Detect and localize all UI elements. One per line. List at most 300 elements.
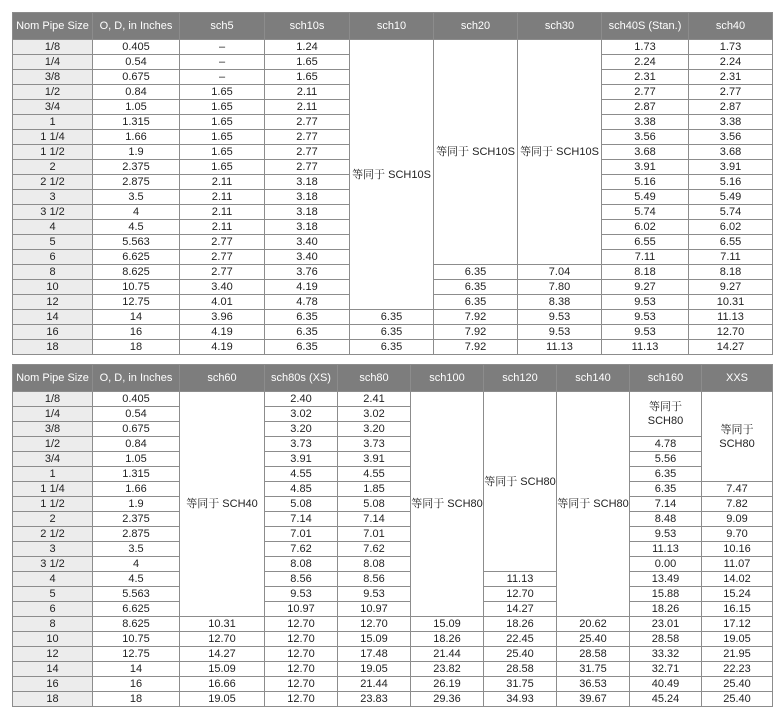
cell-sch40: 10.31 xyxy=(689,295,773,310)
cell-sch40s: 5.74 xyxy=(602,205,689,220)
cell-xxs: 21.95 xyxy=(702,647,773,662)
cell-sch40s: 9.53 xyxy=(602,325,689,340)
cell-sch10s: 2.77 xyxy=(265,115,350,130)
cell-sch100: 23.82 xyxy=(411,662,484,677)
cell-sch80s: 12.70 xyxy=(265,662,338,677)
cell-sch20: 7.92 xyxy=(434,325,518,340)
cell-od: 3.5 xyxy=(93,190,180,205)
cell-sch20: 6.35 xyxy=(434,265,518,280)
cell-od: 14 xyxy=(93,310,180,325)
cell-sch40s: 2.31 xyxy=(602,70,689,85)
cell-sch100: 21.44 xyxy=(411,647,484,662)
cell-sch100: 18.26 xyxy=(411,632,484,647)
cell-sch60: 12.70 xyxy=(180,632,265,647)
table-row xyxy=(13,677,773,692)
cell-sch10s: 2.11 xyxy=(265,85,350,100)
cell-sch10s: 2.77 xyxy=(265,160,350,175)
cell-sch40s: 5.49 xyxy=(602,190,689,205)
cell-sch40s: 9.53 xyxy=(602,295,689,310)
cell-xxs: 15.24 xyxy=(702,587,773,602)
cell-sch80: 2.41 xyxy=(338,392,411,407)
cell-sch80s: 9.53 xyxy=(265,587,338,602)
nominal-size-cell: 1 1/4 xyxy=(13,482,93,497)
column-header: O, D, in Inches xyxy=(93,13,180,40)
cell-sch40s: 3.91 xyxy=(602,160,689,175)
cell-sch160: 32.71 xyxy=(630,662,702,677)
cell-xxs: 19.05 xyxy=(702,632,773,647)
column-header: sch140 xyxy=(557,365,630,392)
cell-sch140: 31.75 xyxy=(557,662,630,677)
cell-sch5: 4.01 xyxy=(180,295,265,310)
nominal-size-cell: 6 xyxy=(13,602,93,617)
cell-sch5: 1.65 xyxy=(180,145,265,160)
cell-od: 1.66 xyxy=(93,130,180,145)
cell-sch60: 10.31 xyxy=(180,617,265,632)
merged-xxs-note: 等同于 SCH80 xyxy=(702,392,773,482)
cell-sch80s: 7.62 xyxy=(265,542,338,557)
cell-sch80: 3.02 xyxy=(338,407,411,422)
cell-sch20: 6.35 xyxy=(434,280,518,295)
cell-sch10s: 3.18 xyxy=(265,190,350,205)
cell-sch40: 5.16 xyxy=(689,175,773,190)
cell-sch10s: 2.11 xyxy=(265,100,350,115)
cell-sch80s: 3.73 xyxy=(265,437,338,452)
cell-od: 2.375 xyxy=(93,512,180,527)
cell-od: 2.875 xyxy=(93,175,180,190)
column-header: sch20 xyxy=(434,13,518,40)
cell-sch80s: 12.70 xyxy=(265,692,338,707)
table-row xyxy=(13,572,773,587)
cell-sch10: 6.35 xyxy=(350,310,434,325)
cell-sch120: 18.26 xyxy=(484,617,557,632)
cell-od: 1.9 xyxy=(93,497,180,512)
cell-sch40s: 9.53 xyxy=(602,310,689,325)
nominal-size-cell: 3 1/2 xyxy=(13,557,93,572)
nominal-size-cell: 1 1/2 xyxy=(13,497,93,512)
cell-sch10s: 3.18 xyxy=(265,220,350,235)
nominal-size-cell: 2 xyxy=(13,512,93,527)
column-header: sch5 xyxy=(180,13,265,40)
cell-sch10s: 1.24 xyxy=(265,40,350,55)
cell-sch80s: 3.20 xyxy=(265,422,338,437)
cell-sch80: 3.91 xyxy=(338,452,411,467)
nominal-size-cell: 18 xyxy=(13,692,93,707)
cell-od: 10.75 xyxy=(93,280,180,295)
cell-sch160: 45.24 xyxy=(630,692,702,707)
merged-sch160-note: 等同于 SCH80 xyxy=(630,392,702,437)
cell-sch80s: 8.08 xyxy=(265,557,338,572)
cell-sch5: 3.40 xyxy=(180,280,265,295)
cell-sch30: 9.53 xyxy=(518,310,602,325)
cell-sch40s: 3.68 xyxy=(602,145,689,160)
column-header: sch40 xyxy=(689,13,773,40)
cell-sch40: 11.13 xyxy=(689,310,773,325)
table-row xyxy=(13,340,773,355)
cell-sch160: 15.88 xyxy=(630,587,702,602)
cell-xxs: 25.40 xyxy=(702,692,773,707)
merged-sch100-note: 等同于 SCH80 xyxy=(411,392,484,617)
cell-sch80s: 12.70 xyxy=(265,632,338,647)
cell-sch120: 22.45 xyxy=(484,632,557,647)
cell-sch160: 5.56 xyxy=(630,452,702,467)
cell-sch80s: 12.70 xyxy=(265,677,338,692)
cell-sch40: 7.11 xyxy=(689,250,773,265)
cell-od: 8.625 xyxy=(93,265,180,280)
cell-xxs: 16.15 xyxy=(702,602,773,617)
cell-sch80s: 8.56 xyxy=(265,572,338,587)
column-header: Nom Pipe Size xyxy=(13,13,93,40)
nominal-size-cell: 1/4 xyxy=(13,407,93,422)
nominal-size-cell: 12 xyxy=(13,295,93,310)
nominal-size-cell: 3/8 xyxy=(13,70,93,85)
nominal-size-cell: 4 xyxy=(13,572,93,587)
column-header: sch80 xyxy=(338,365,411,392)
cell-sch160: 40.49 xyxy=(630,677,702,692)
column-header: sch100 xyxy=(411,365,484,392)
cell-xxs: 9.09 xyxy=(702,512,773,527)
cell-sch40: 5.49 xyxy=(689,190,773,205)
cell-sch80: 21.44 xyxy=(338,677,411,692)
cell-sch40s: 2.77 xyxy=(602,85,689,100)
cell-od: 0.675 xyxy=(93,422,180,437)
table-row xyxy=(13,310,773,325)
cell-xxs: 10.16 xyxy=(702,542,773,557)
cell-od: 2.375 xyxy=(93,160,180,175)
column-header: XXS xyxy=(702,365,773,392)
cell-sch80: 10.97 xyxy=(338,602,411,617)
cell-sch30: 8.38 xyxy=(518,295,602,310)
cell-od: 1.315 xyxy=(93,467,180,482)
cell-sch80s: 10.97 xyxy=(265,602,338,617)
cell-sch10s: 3.76 xyxy=(265,265,350,280)
cell-od: 4 xyxy=(93,205,180,220)
cell-od: 0.405 xyxy=(93,40,180,55)
table-row xyxy=(13,512,773,527)
nominal-size-cell: 10 xyxy=(13,632,93,647)
cell-sch5: 4.19 xyxy=(180,325,265,340)
cell-od: 1.9 xyxy=(93,145,180,160)
cell-sch80s: 12.70 xyxy=(265,647,338,662)
cell-sch10s: 2.77 xyxy=(265,130,350,145)
cell-sch160: 0.00 xyxy=(630,557,702,572)
cell-sch40: 9.27 xyxy=(689,280,773,295)
cell-od: 1.315 xyxy=(93,115,180,130)
cell-sch160: 6.35 xyxy=(630,482,702,497)
cell-sch160: 4.78 xyxy=(630,437,702,452)
pipe-schedule-table-2 xyxy=(12,364,773,707)
table-row xyxy=(13,527,773,542)
cell-sch40s: 3.38 xyxy=(602,115,689,130)
nominal-size-cell: 2 1/2 xyxy=(13,175,93,190)
cell-sch5: 2.11 xyxy=(180,220,265,235)
nominal-size-cell: 8 xyxy=(13,617,93,632)
cell-sch80: 12.70 xyxy=(338,617,411,632)
cell-sch10s: 3.18 xyxy=(265,205,350,220)
nominal-size-cell: 5 xyxy=(13,587,93,602)
cell-sch5: 2.77 xyxy=(180,265,265,280)
cell-od: 14 xyxy=(93,662,180,677)
cell-sch30: 11.13 xyxy=(518,340,602,355)
cell-xxs: 14.02 xyxy=(702,572,773,587)
cell-sch80s: 3.02 xyxy=(265,407,338,422)
nominal-size-cell: 2 xyxy=(13,160,93,175)
cell-sch5: 1.65 xyxy=(180,130,265,145)
cell-sch80s: 4.55 xyxy=(265,467,338,482)
cell-sch80s: 7.14 xyxy=(265,512,338,527)
column-header: sch80s (XS) xyxy=(265,365,338,392)
cell-sch120: 34.93 xyxy=(484,692,557,707)
table-row xyxy=(13,392,773,407)
cell-sch120: 14.27 xyxy=(484,602,557,617)
cell-sch40: 2.87 xyxy=(689,100,773,115)
cell-sch40s: 7.11 xyxy=(602,250,689,265)
table-row xyxy=(13,497,773,512)
nominal-size-cell: 14 xyxy=(13,662,93,677)
cell-sch10s: 3.40 xyxy=(265,250,350,265)
table-row xyxy=(13,617,773,632)
cell-sch160: 8.48 xyxy=(630,512,702,527)
table-row xyxy=(13,647,773,662)
cell-od: 1.66 xyxy=(93,482,180,497)
cell-xxs: 22.23 xyxy=(702,662,773,677)
nominal-size-cell: 10 xyxy=(13,280,93,295)
nominal-size-cell: 1 1/4 xyxy=(13,130,93,145)
cell-sch5: 1.65 xyxy=(180,160,265,175)
cell-sch5: 3.96 xyxy=(180,310,265,325)
table-row xyxy=(13,467,773,482)
cell-sch40s: 11.13 xyxy=(602,340,689,355)
cell-sch5: 2.77 xyxy=(180,235,265,250)
cell-sch80s: 2.40 xyxy=(265,392,338,407)
column-header: sch10s xyxy=(265,13,350,40)
cell-od: 4 xyxy=(93,557,180,572)
nominal-size-cell: 16 xyxy=(13,677,93,692)
cell-sch80: 3.73 xyxy=(338,437,411,452)
cell-sch5: – xyxy=(180,55,265,70)
cell-sch80: 9.53 xyxy=(338,587,411,602)
nominal-size-cell: 3 1/2 xyxy=(13,205,93,220)
cell-sch5: – xyxy=(180,40,265,55)
cell-sch5: 1.65 xyxy=(180,100,265,115)
table-row xyxy=(13,692,773,707)
cell-od: 0.675 xyxy=(93,70,180,85)
cell-od: 0.84 xyxy=(93,85,180,100)
cell-od: 2.875 xyxy=(93,527,180,542)
cell-sch5: 1.65 xyxy=(180,115,265,130)
cell-sch60: 16.66 xyxy=(180,677,265,692)
cell-sch100: 29.36 xyxy=(411,692,484,707)
cell-sch80: 5.08 xyxy=(338,497,411,512)
cell-sch40: 14.27 xyxy=(689,340,773,355)
column-header: O, D, in Inches xyxy=(93,365,180,392)
cell-sch5: 2.11 xyxy=(180,190,265,205)
column-header: sch120 xyxy=(484,365,557,392)
cell-sch30: 7.80 xyxy=(518,280,602,295)
cell-sch160: 11.13 xyxy=(630,542,702,557)
cell-xxs: 25.40 xyxy=(702,677,773,692)
nominal-size-cell: 16 xyxy=(13,325,93,340)
table-row xyxy=(13,40,773,55)
cell-sch30: 9.53 xyxy=(518,325,602,340)
nominal-size-cell: 1 xyxy=(13,115,93,130)
cell-sch40: 2.31 xyxy=(689,70,773,85)
cell-od: 3.5 xyxy=(93,542,180,557)
cell-od: 18 xyxy=(93,340,180,355)
cell-sch80s: 5.08 xyxy=(265,497,338,512)
nominal-size-cell: 3/4 xyxy=(13,100,93,115)
cell-od: 4.5 xyxy=(93,220,180,235)
cell-sch80s: 12.70 xyxy=(265,617,338,632)
nominal-size-cell: 3 xyxy=(13,190,93,205)
cell-sch10s: 4.19 xyxy=(265,280,350,295)
cell-sch160: 23.01 xyxy=(630,617,702,632)
cell-sch80: 4.55 xyxy=(338,467,411,482)
cell-sch120: 25.40 xyxy=(484,647,557,662)
cell-xxs: 7.47 xyxy=(702,482,773,497)
cell-sch60: 15.09 xyxy=(180,662,265,677)
nominal-size-cell: 5 xyxy=(13,235,93,250)
cell-od: 16 xyxy=(93,677,180,692)
cell-sch40: 1.73 xyxy=(689,40,773,55)
cell-od: 6.625 xyxy=(93,602,180,617)
cell-sch40s: 9.27 xyxy=(602,280,689,295)
cell-sch60: 19.05 xyxy=(180,692,265,707)
cell-sch80: 17.48 xyxy=(338,647,411,662)
column-header: sch40S (Stan.) xyxy=(602,13,689,40)
cell-xxs: 11.07 xyxy=(702,557,773,572)
cell-sch80: 19.05 xyxy=(338,662,411,677)
cell-sch40s: 5.16 xyxy=(602,175,689,190)
cell-sch160: 6.35 xyxy=(630,467,702,482)
cell-sch5: 4.19 xyxy=(180,340,265,355)
cell-od: 0.54 xyxy=(93,407,180,422)
cell-sch40s: 3.56 xyxy=(602,130,689,145)
cell-od: 0.84 xyxy=(93,437,180,452)
cell-sch40s: 2.24 xyxy=(602,55,689,70)
cell-sch5: 2.11 xyxy=(180,205,265,220)
table-row xyxy=(13,542,773,557)
cell-sch100: 15.09 xyxy=(411,617,484,632)
cell-od: 5.563 xyxy=(93,587,180,602)
cell-sch160: 13.49 xyxy=(630,572,702,587)
cell-sch40s: 8.18 xyxy=(602,265,689,280)
cell-sch5: 2.77 xyxy=(180,250,265,265)
cell-sch20: 7.92 xyxy=(434,340,518,355)
cell-sch80: 7.14 xyxy=(338,512,411,527)
cell-sch80: 8.56 xyxy=(338,572,411,587)
cell-sch160: 28.58 xyxy=(630,632,702,647)
table-row xyxy=(13,587,773,602)
cell-od: 16 xyxy=(93,325,180,340)
cell-sch40: 6.55 xyxy=(689,235,773,250)
nominal-size-cell: 1 1/2 xyxy=(13,145,93,160)
cell-xxs: 7.82 xyxy=(702,497,773,512)
cell-sch120: 28.58 xyxy=(484,662,557,677)
nominal-size-cell: 14 xyxy=(13,310,93,325)
cell-sch10s: 4.78 xyxy=(265,295,350,310)
cell-sch40: 8.18 xyxy=(689,265,773,280)
pipe-schedule-table-1 xyxy=(12,12,773,355)
nominal-size-cell: 1/2 xyxy=(13,437,93,452)
cell-sch40: 5.74 xyxy=(689,205,773,220)
cell-sch10s: 3.18 xyxy=(265,175,350,190)
cell-sch140: 25.40 xyxy=(557,632,630,647)
cell-sch80: 8.08 xyxy=(338,557,411,572)
cell-sch10s: 6.35 xyxy=(265,340,350,355)
cell-sch40: 3.38 xyxy=(689,115,773,130)
cell-od: 1.05 xyxy=(93,100,180,115)
cell-sch20: 6.35 xyxy=(434,295,518,310)
cell-od: 0.405 xyxy=(93,392,180,407)
table-row xyxy=(13,437,773,452)
cell-od: 12.75 xyxy=(93,295,180,310)
column-header: Nom Pipe Size xyxy=(13,365,93,392)
cell-sch140: 39.67 xyxy=(557,692,630,707)
table-row xyxy=(13,557,773,572)
cell-sch140: 36.53 xyxy=(557,677,630,692)
cell-od: 4.5 xyxy=(93,572,180,587)
cell-xxs: 17.12 xyxy=(702,617,773,632)
cell-sch80: 1.85 xyxy=(338,482,411,497)
cell-sch40s: 6.02 xyxy=(602,220,689,235)
nominal-size-cell: 4 xyxy=(13,220,93,235)
cell-od: 1.05 xyxy=(93,452,180,467)
nominal-size-cell: 12 xyxy=(13,647,93,662)
cell-sch80: 3.20 xyxy=(338,422,411,437)
cell-sch100: 26.19 xyxy=(411,677,484,692)
cell-od: 12.75 xyxy=(93,647,180,662)
nominal-size-cell: 6 xyxy=(13,250,93,265)
table-row xyxy=(13,452,773,467)
cell-sch40s: 6.55 xyxy=(602,235,689,250)
cell-sch10: 6.35 xyxy=(350,325,434,340)
nominal-size-cell: 3 xyxy=(13,542,93,557)
nominal-size-cell: 1/8 xyxy=(13,40,93,55)
cell-sch160: 33.32 xyxy=(630,647,702,662)
cell-sch40s: 2.87 xyxy=(602,100,689,115)
cell-sch30: 7.04 xyxy=(518,265,602,280)
cell-od: 0.54 xyxy=(93,55,180,70)
cell-sch5: 1.65 xyxy=(180,85,265,100)
cell-sch40: 3.68 xyxy=(689,145,773,160)
cell-sch10: 6.35 xyxy=(350,340,434,355)
nominal-size-cell: 1 xyxy=(13,467,93,482)
cell-sch120: 12.70 xyxy=(484,587,557,602)
table-row xyxy=(13,662,773,677)
cell-sch5: – xyxy=(180,70,265,85)
merged-sch60-note: 等同于 SCH40 xyxy=(180,392,265,617)
header-row xyxy=(13,365,773,392)
cell-sch10s: 6.35 xyxy=(265,310,350,325)
cell-sch40: 12.70 xyxy=(689,325,773,340)
cell-sch10s: 2.77 xyxy=(265,145,350,160)
cell-sch10s: 6.35 xyxy=(265,325,350,340)
nominal-size-cell: 1/4 xyxy=(13,55,93,70)
cell-od: 6.625 xyxy=(93,250,180,265)
cell-sch10s: 3.40 xyxy=(265,235,350,250)
merged-sch20-note: 等同于 SCH10S xyxy=(434,40,518,265)
table-row xyxy=(13,482,773,497)
table-row xyxy=(13,632,773,647)
nominal-size-cell: 18 xyxy=(13,340,93,355)
cell-sch140: 28.58 xyxy=(557,647,630,662)
nominal-size-cell: 2 1/2 xyxy=(13,527,93,542)
cell-sch40: 6.02 xyxy=(689,220,773,235)
cell-od: 8.625 xyxy=(93,617,180,632)
column-header: sch30 xyxy=(518,13,602,40)
column-header: sch160 xyxy=(630,365,702,392)
cell-sch80s: 4.85 xyxy=(265,482,338,497)
